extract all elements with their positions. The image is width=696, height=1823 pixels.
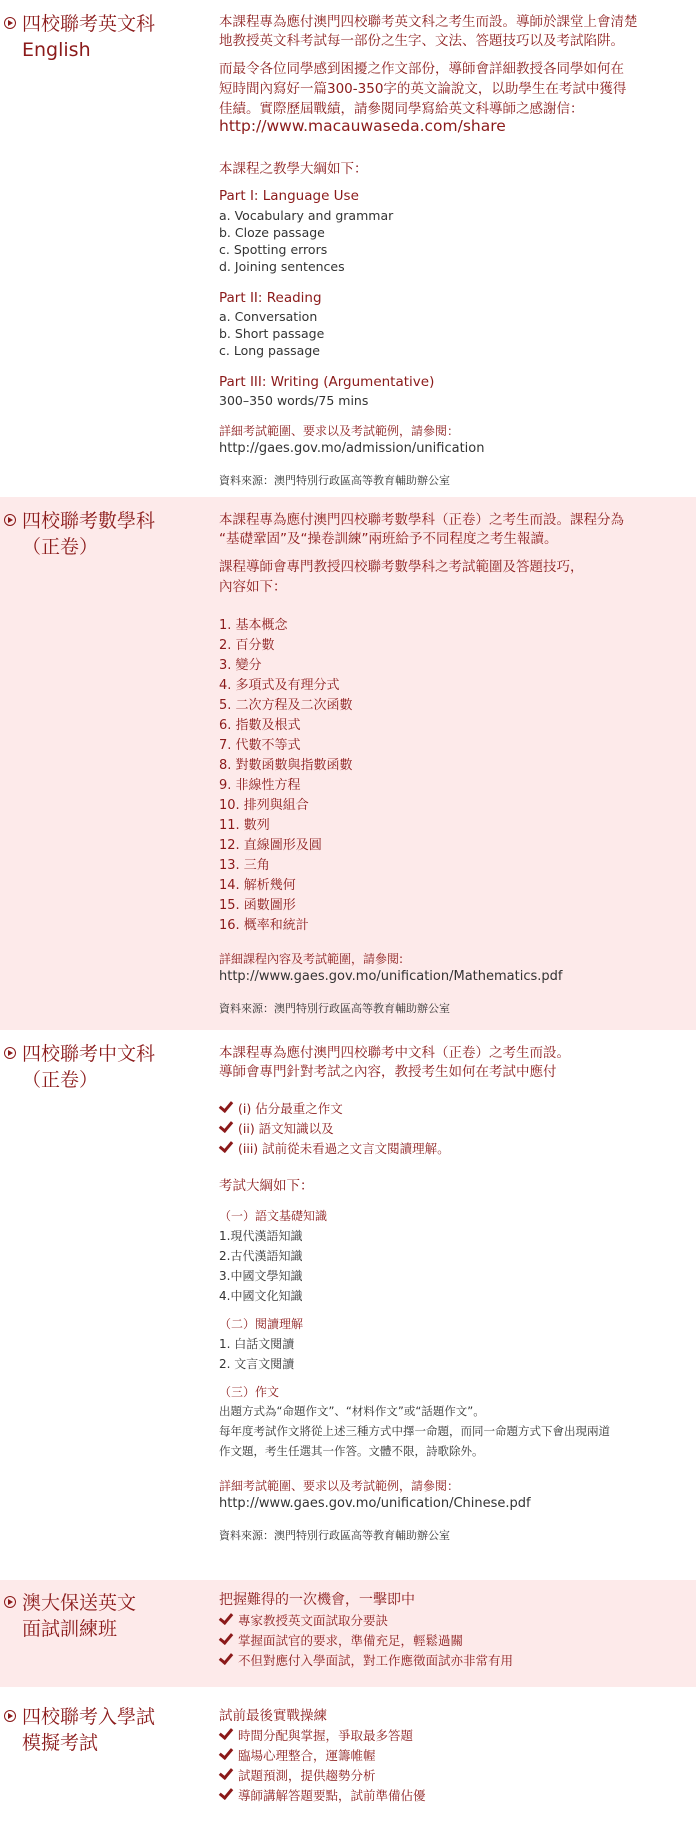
play-circle-icon xyxy=(4,17,16,29)
check-text: 試題預測，提供趨勢分析 xyxy=(238,1768,376,1783)
check-text: 導師講解答題要點，試前準備佔優 xyxy=(238,1788,426,1803)
part-heading: Part I: Language Use xyxy=(219,188,359,204)
checkmark-icon xyxy=(219,1118,233,1133)
intro-text: 佳績。實際歷屆戰績，請參閱同學寫給英文科導師之感謝信： xyxy=(219,101,584,117)
list-item: 2. 百分數 xyxy=(219,638,275,653)
intro-text: 地教授英文科考試每一部份之生字、文法、答題技巧以及考試陷阱。 xyxy=(219,33,624,49)
list-item: 2. 文言文閱讀 xyxy=(219,1357,295,1371)
list-item: 7. 代數不等式 xyxy=(219,738,301,753)
check-item xyxy=(219,1099,343,1117)
outline-heading: 本課程之教學大綱如下： xyxy=(219,161,368,177)
check-text: 不但對應付入學面試，對工作應徵面試亦非常有用 xyxy=(238,1653,514,1668)
check-text: (ii) 語文知識以及 xyxy=(238,1121,334,1136)
section-title-line: 模擬考試 xyxy=(22,1732,99,1754)
checkmark-icon xyxy=(219,1610,233,1625)
list-item: 1. 基本概念 xyxy=(219,618,288,633)
list-item: d. Joining sentences xyxy=(219,259,345,274)
list-item: 10. 排列與組合 xyxy=(219,798,309,813)
list-item: 6. 指數及根式 xyxy=(219,718,301,733)
reference-link[interactable]: http://gaes.gov.mo/admission/unification xyxy=(219,441,485,456)
list-item: c. Spotting errors xyxy=(219,242,328,257)
check-item xyxy=(219,1631,463,1649)
source-text: 資料來源：澳門特別行政區高等教育輔助辦公室 xyxy=(219,474,450,487)
chinese-section xyxy=(0,1030,696,1580)
check-item xyxy=(219,1651,513,1669)
check-item xyxy=(219,1119,334,1137)
essay-text: 作文題，考生任選其一作答。文體不限，詩歌除外。 xyxy=(219,1444,484,1458)
interview-section xyxy=(0,1580,696,1687)
part-heading: （三）作文 xyxy=(219,1385,280,1399)
share-link[interactable]: http://www.macauwaseda.com/share xyxy=(219,117,506,135)
mock-heading: 試前最後實戰操練 xyxy=(219,1708,327,1724)
reference-link[interactable]: http://www.gaes.gov.mo/unification/Chinese.pdf xyxy=(219,1496,531,1511)
reference-label: 詳細課程內容及考試範圍，請參閱: xyxy=(219,952,404,966)
reference-label: 詳細考試範圍、要求以及考試範例，請參閱： xyxy=(219,424,460,438)
list-item: 1. 白話文閱讀 xyxy=(219,1337,295,1351)
source-text: 資料來源：澳門特別行政區高等教育輔助辦公室 xyxy=(219,1002,450,1015)
check-text: 臨場心理整合，運籌帷幄 xyxy=(238,1748,376,1763)
list-item: b. Short passage xyxy=(219,326,325,341)
intro-text: 課程導師會專門教授四校聯考數學科之考試範圍及答題技巧， xyxy=(219,559,584,575)
intro-text: 本課程專為應付澳門四校聯考中文科（正卷）之考生而設。 xyxy=(219,1045,570,1061)
checkmark-icon xyxy=(219,1745,233,1760)
list-item: 4.中國文化知識 xyxy=(219,1289,303,1303)
check-text: (iii) 試前從未看過之文言文閱讀理解。 xyxy=(238,1141,450,1156)
essay-text: 每年度考試作文將從上述三種方式中擇一命題，而同一命題方式下會出現兩道 xyxy=(219,1424,610,1438)
intro-text: 而最令各位同學感到困擾之作文部份，導師會詳細教授各同學如何在 xyxy=(219,61,624,77)
list-item: 11. 數列 xyxy=(219,818,270,833)
check-item xyxy=(219,1726,413,1744)
intro-text: 導師會專門針對考試之內容，教授考生如何在考試中應付 xyxy=(219,1064,557,1080)
section-title-line: 四校聯考中文科 xyxy=(22,1043,156,1065)
list-item: 4. 多項式及有理分式 xyxy=(219,678,340,693)
part-heading: （一）語文基礎知識 xyxy=(219,1209,328,1223)
play-circle-icon xyxy=(4,514,16,526)
section-title-line: 四校聯考數學科 xyxy=(22,510,156,532)
check-item xyxy=(219,1139,450,1157)
check-text: 專家教授英文面試取分要訣 xyxy=(238,1613,389,1628)
play-circle-icon xyxy=(4,1596,16,1608)
list-item: c. Long passage xyxy=(219,343,320,358)
intro-text: 短時間內寫好一篇300-350字的英文論說文，以助學生在考試中獲得 xyxy=(219,81,627,97)
check-text: (i) 佔分最重之作文 xyxy=(238,1101,343,1116)
section-title-line: 面試訓練班 xyxy=(22,1618,118,1640)
section-title-line: 四校聯考入學試 xyxy=(22,1706,156,1728)
list-item: 8. 對數函數與指數函數 xyxy=(219,758,353,773)
list-item: 14. 解析幾何 xyxy=(219,878,296,893)
intro-text: 本課程專為應付澳門四校聯考英文科之考生而設。導師於課堂上會清楚 xyxy=(219,14,638,30)
checkmark-icon xyxy=(219,1765,233,1780)
section-title-line: （正卷） xyxy=(22,536,99,558)
check-text: 掌握面試官的要求，準備充足，輕鬆過關 xyxy=(238,1633,464,1648)
checkmark-icon xyxy=(219,1138,233,1153)
list-item: 16. 概率和統計 xyxy=(219,918,309,933)
checkmark-icon xyxy=(219,1785,233,1800)
mock-exam-section xyxy=(0,1687,696,1823)
play-circle-icon xyxy=(4,1710,16,1722)
check-item xyxy=(219,1611,388,1629)
english-section xyxy=(0,0,696,497)
intro-text: 內容如下： xyxy=(219,579,287,595)
section-title-line: 四校聯考英文科 xyxy=(22,13,156,35)
list-item: 5. 二次方程及二次函數 xyxy=(219,698,353,713)
math-section xyxy=(0,497,696,1030)
check-item xyxy=(219,1766,376,1784)
list-item: b. Cloze passage xyxy=(219,225,325,240)
list-item: 3. 變分 xyxy=(219,658,262,673)
list-item: 2.古代漢語知識 xyxy=(219,1249,303,1263)
check-item xyxy=(219,1786,426,1804)
section-title-line: 澳大保送英文 xyxy=(22,1592,137,1614)
interview-heading: 把握難得的一次機會，一擊即中 xyxy=(219,1592,415,1608)
outline-heading: 考試大綱如下： xyxy=(219,1178,314,1194)
check-text: 時間分配與掌握，爭取最多答題 xyxy=(238,1728,414,1743)
list-item: a. Conversation xyxy=(219,309,318,324)
list-item: 13. 三角 xyxy=(219,858,270,873)
intro-text: 本課程專為應付澳門四校聯考數學科（正卷）之考生而設。課程分為 xyxy=(219,512,624,528)
intro-text: “基礎鞏固”及“操卷訓練”兩班給予不同程度之考生報讀。 xyxy=(219,531,558,547)
checkmark-icon xyxy=(219,1650,233,1665)
checkmark-icon xyxy=(219,1098,233,1113)
part-heading: （二）閱讀理解 xyxy=(219,1317,304,1331)
reference-label: 詳細考試範圍、要求以及考試範例，請參閱： xyxy=(219,1479,460,1493)
reference-link[interactable]: http://www.gaes.gov.mo/unification/Mathematics.pdf xyxy=(219,969,563,984)
part-heading: Part II: Reading xyxy=(219,290,322,306)
list-item: a. Vocabulary and grammar xyxy=(219,208,394,223)
list-item: 1.現代漢語知識 xyxy=(219,1229,303,1243)
list-item: 3.中國文學知識 xyxy=(219,1269,303,1283)
source-text: 資料來源：澳門特別行政區高等教育輔助辦公室 xyxy=(219,1529,450,1542)
play-circle-icon xyxy=(4,1047,16,1059)
part-detail: 300–350 words/75 mins xyxy=(219,393,369,408)
list-item: 9. 非線性方程 xyxy=(219,778,301,793)
part-heading: Part III: Writing (Argumentative) xyxy=(219,374,435,390)
check-item xyxy=(219,1746,376,1764)
list-item: 15. 函數圖形 xyxy=(219,898,296,913)
checkmark-icon xyxy=(219,1725,233,1740)
checkmark-icon xyxy=(219,1630,233,1645)
section-title-line: English xyxy=(22,39,91,61)
list-item: 12. 直線圖形及圓 xyxy=(219,838,322,853)
section-title-line: （正卷） xyxy=(22,1069,99,1091)
essay-text: 出題方式為“命題作文”、“材料作文”或“話題作文”。 xyxy=(219,1404,485,1418)
